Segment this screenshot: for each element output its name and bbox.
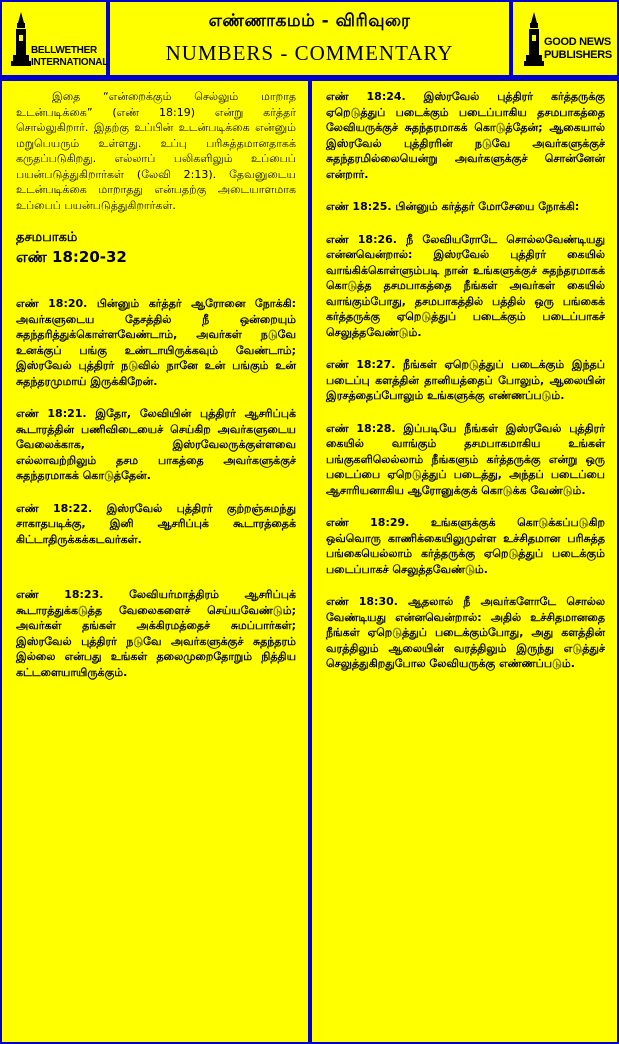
verse-paragraph: எண் 18:29. உங்களுக்குக் கொடுக்கப்படுகிற ஒவ்வொரு காணிக்கையிலுமுள்ள உச்சிதமான பரிசுத்த பங்கையெல்லாம் கர்த்தருக்கு ஏறெடுத்துப் படைக்கும் படைப்பாகச் செலுத்தவேண்டும். [326, 516, 605, 576]
verse-paragraph: எண் 18:23. லேவியர்மாத்திரம் ஆசரிப்புக் கூடாரத்துக்கடுத்த வேலைகளைச் செய்யவேண்டும்; அவர்கள் தங்கள் அக்கிரமத்தைச் சுமப்பார்கள்; இஸ்ரவேல் புத்திரர் நடுவே அவர்களுக்குச் சுதந்தரம் இல்லை என்பது உங்கள் தலைமுறைதோறும் நித்திய கட்டளையாயிருக்கும். [16, 588, 296, 679]
publisher-logo-right [513, 2, 617, 75]
logo-right-line2: PUBLISHERS [544, 49, 612, 61]
logo-right-line1: GOOD NEWS [544, 36, 611, 48]
title-english: NUMBERS - COMMENTARY [165, 41, 454, 65]
page-header [110, 2, 509, 75]
section-reference: எண் 18:20-32 [16, 248, 127, 266]
verse-paragraph: எண் 18:27. நீங்கள் ஏறெடுத்துப் படைக்கும் இந்தப் படைப்பு களத்தின் தானியத்தைப் போலும், ஆலையின் இரசத்தைப்போலும் உங்களுக்கு எண்ணப்படும். [326, 358, 605, 402]
section-title: தசமபாகம் [16, 230, 78, 245]
verse-paragraph: எண் 18:25. பின்னும் கர்த்தர் மோசேயை நோக்கி: [326, 200, 580, 213]
logo-left-line1: BELLWETHER [31, 45, 97, 56]
tower-logo-icon [10, 11, 32, 67]
verse-paragraph: எண் 18:26. நீ லேவியரோடே சொல்லவேண்டியது என்னவென்றால்: இஸ்ரவேல் புத்திரர் கையில் வாங்கிக்கொள்ளும்படி நான் உங்களுக்குச் சுதந்தரமாகக் கொடுத்த தசமபாகத்தை நீங்கள் அவர்கள் கையில் வாங்கும்போது, தசமபாகத்தில் பத்தில் ஒரு பங்கைக் கர்த்தருக்கு ஏறெடுத்துப் படைக்கும் படைப்பாகச் செலுத்தவேண்டும். [326, 232, 605, 339]
verse-paragraph: எண் 18:28. இப்படியே நீங்கள் இஸ்ரவேல் புத்திரர் கையில் வாங்கும் தசமபாகமாகிய உங்கள் பங்குகளிலெல்லாம் நீங்களும் கர்த்தருக்கு என்று ஒரு படைப்பை ஏறெடுத்துப் படைத்து, அந்தப் படைப்பை ஆசாரியனாகிய ஆரோனுக்குக் கொடுக்க வேண்டும். [326, 421, 605, 497]
tower-logo-icon [523, 11, 545, 67]
publisher-logo-left [2, 2, 109, 75]
intro-paragraph: இதை “என்றைக்கும் செல்லும் மாறாத உடன்படிக்கை” (எண் 18:19) என்று கர்த்தர் சொல்லுகிறார். இதற்கு உப்பின் உடன்படிக்கை என்னும் மறுபெயரும் உள்ளது. உப்பு பரிசுத்தமானதாகக் கருதப்படுகிறது. எல்லாப் பலிகளிலும் உப்பைப் பயன்படுத்துகிறார்கள் (லேவி 2:13). தேவனுடைய உடன்படிக்கை மாறாதது என்பதற்கு அடையாளமாக உப்பைப் பயன்படுத்துகிறார்கள். [16, 90, 296, 212]
verse-paragraph: எண் 18:24. இஸ்ரவேல் புத்திரர் கர்த்தருக்கு ஏறெடுத்துப் படைக்கும் படைப்பாகிய தசமபாகத்தை லேவியருக்குச் சுதந்தரமாகக் கொடுத்தேன்; ஆகையால் இஸ்ரவேல் புத்திரரின் நடுவே அவர்களுக்குச் சுதந்தரமில்லையென்று அவர்களுக்குச் சொன்னேன் என்றார். [326, 90, 605, 181]
logo-left-line2: INTERNATIONAL [31, 57, 109, 68]
verse-paragraph: எண் 18:21. இதோ, லேவியின் புத்திரர் ஆசரிப்புக் கூடாரத்தின் பணிவிடையைச் செய்கிற அவர்களுடைய வேலைக்காக, இஸ்ரவேலருக்குள்ளவை எல்லாவற்றிலும் தசம பாகத்தை அவர்களுக்குச் சுதந்தரமாகக் கொடுத்தேன். [16, 407, 296, 482]
verse-paragraph: எண் 18:20. பின்னும் கர்த்தர் ஆரோனை நோக்கி: அவர்களுடைய தேசத்தில் நீ ஒன்றையும் சுதந்தரித்துக்கொள்ளவேண்டாம், அவர்கள் நடுவே உனக்குப் பங்கு உண்டாயிருக்கவும் வேண்டாம்; இஸ்ரவேல் புத்திரர் நடுவில் நானே உன் பங்கும் உன் சுதந்தரமுமாய் இருக்கிறேன். [16, 297, 296, 388]
title-tamil: எண்ணாகமம் - விரிவுரை [208, 11, 411, 31]
right-column [312, 81, 617, 1042]
left-column [2, 81, 308, 1042]
verse-paragraph: எண் 18:22. இஸ்ரவேல் புத்திரர் குற்றஞ்சுமந்து சாகாதபடிக்கு, இனி ஆசரிப்புக் கூடாரத்தைக் கிட்டாதிருக்கக்கடவர்கள். [16, 501, 296, 546]
verse-paragraph: எண் 18:30. ஆதலால் நீ அவர்களோடே சொல்ல வேண்டியது என்னவென்றால்: அதில் உச்சிதமானதை நீங்கள் ஏறெடுத்துப் படைக்கும்போது, அது களத்தின் வரத்திலும் ஆலையின் வரத்திலும் இருந்து எடுத்துச் செலுத்துகிறதுபோல லேவியருக்கு எண்ணப்படும். [326, 595, 605, 670]
